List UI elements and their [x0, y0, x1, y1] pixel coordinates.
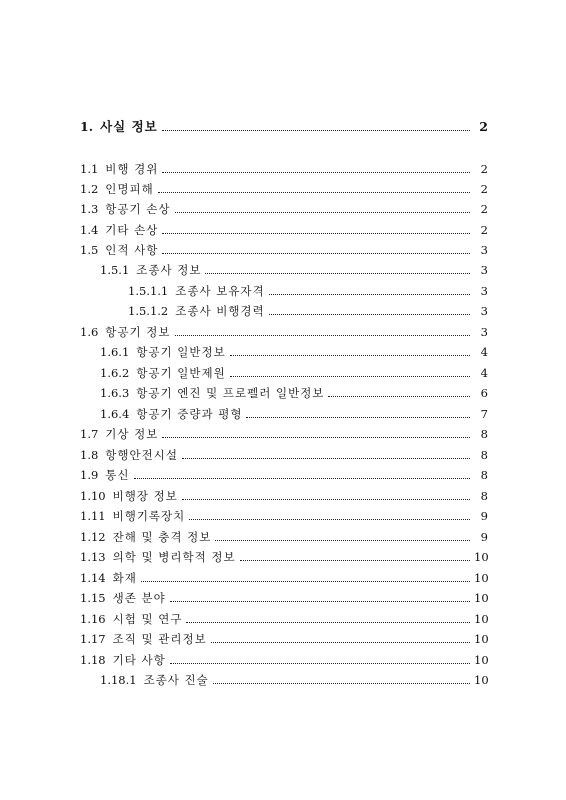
section-title: 의학 및 병리학적 정보 [112, 550, 236, 564]
section-title: 비행 경위 [105, 162, 159, 176]
dot-leader [170, 600, 470, 602]
section-number: 1.15 [80, 591, 106, 605]
page-number: 2 [480, 223, 488, 237]
section-title: 조종사 비행경력 [175, 304, 265, 318]
section-number: 1.5.1.1 [128, 284, 169, 298]
dot-leader [230, 354, 470, 356]
page-number: 10 [474, 653, 489, 667]
page-number: 10 [474, 550, 489, 564]
toc-entry-1-2[interactable] [80, 180, 488, 198]
toc-entry-1-6-4[interactable] [100, 405, 488, 423]
page-number: 2 [479, 119, 488, 134]
section-number: 1.2 [80, 182, 99, 196]
page-number: 9 [480, 509, 488, 523]
dot-leader [175, 211, 471, 213]
toc-entry-1-12[interactable] [80, 528, 488, 546]
page-number: 8 [480, 427, 488, 441]
section-number: 1. [80, 119, 94, 134]
toc-entry-1-17[interactable] [80, 630, 488, 648]
section-number: 1.3 [80, 202, 99, 216]
section-title: 생존 분야 [112, 591, 166, 605]
page-number: 10 [474, 591, 489, 605]
dot-leader [158, 191, 470, 193]
dot-leader [240, 559, 470, 561]
section-number: 1.10 [80, 489, 106, 503]
section-title: 항공기 일반정보 [136, 345, 226, 359]
section-title: 항공기 일반제원 [136, 366, 226, 380]
toc-entry-1-5-1-1[interactable] [128, 282, 488, 300]
toc-entry-1-6-2[interactable] [100, 364, 488, 382]
dot-leader [269, 293, 470, 295]
page-number: 10 [474, 673, 489, 687]
toc-entry-1-11[interactable] [80, 507, 488, 525]
section-number: 1.16 [80, 612, 106, 626]
toc-entry-1-14[interactable] [80, 569, 488, 587]
page-number: 7 [480, 407, 488, 421]
toc-entry-1-16[interactable] [80, 610, 488, 628]
dot-leader [205, 272, 470, 274]
section-title: 사실 정보 [100, 119, 158, 134]
section-title: 비행장 정보 [112, 489, 178, 503]
dot-leader [269, 313, 470, 315]
section-title: 조직 및 관리정보 [112, 632, 207, 646]
section-title: 항공기 엔진 및 프로펠러 일반정보 [136, 386, 325, 400]
page-number: 4 [480, 366, 488, 380]
dot-leader [162, 129, 470, 131]
dot-leader [211, 641, 470, 643]
section-title: 조종사 진술 [143, 673, 209, 687]
toc-entry-1-10[interactable] [80, 487, 488, 505]
dot-leader [213, 682, 470, 684]
dot-leader [182, 457, 470, 459]
section-title: 항공기 손상 [105, 202, 171, 216]
section-number: 1.6.2 [100, 366, 130, 380]
toc-entry-1-1[interactable] [80, 160, 488, 178]
toc-entry-1-8[interactable] [80, 446, 488, 464]
page-number: 10 [474, 612, 489, 626]
toc-entry-1-6[interactable] [80, 323, 488, 341]
section-number: 1.6 [80, 325, 99, 339]
section-number: 1.12 [80, 530, 106, 544]
section-number: 1.7 [80, 427, 99, 441]
dot-leader [182, 498, 470, 500]
section-number: 1.13 [80, 550, 106, 564]
section-title: 잔해 및 충격 정보 [112, 530, 212, 544]
section-title: 화재 [112, 571, 137, 585]
toc-entry-1-15[interactable] [80, 589, 488, 607]
dot-leader [170, 662, 470, 664]
section-number: 1.6.3 [100, 386, 130, 400]
section-number: 1.5.1 [100, 263, 130, 277]
dot-leader [175, 334, 471, 336]
dot-leader [162, 232, 470, 234]
page-number: 9 [480, 530, 488, 544]
dot-leader [162, 436, 470, 438]
dot-leader [246, 416, 470, 418]
page-number: 2 [480, 162, 488, 176]
dot-leader [162, 171, 470, 173]
section-number: 1.8 [80, 448, 99, 462]
dot-leader [189, 518, 470, 520]
toc-entry-1-7[interactable] [80, 425, 488, 443]
toc-entry-1-5[interactable] [80, 241, 488, 259]
section-number: 1.17 [80, 632, 106, 646]
toc-entry-1[interactable] [80, 118, 488, 136]
dot-leader [141, 580, 470, 582]
section-number: 1.5.1.2 [128, 304, 169, 318]
page-number: 3 [480, 284, 488, 298]
section-title: 기타 손상 [105, 223, 159, 237]
toc-entry-1-4[interactable] [80, 221, 488, 239]
page-number: 10 [474, 632, 489, 646]
toc-entry-1-18[interactable] [80, 651, 488, 669]
section-number: 1.9 [80, 468, 99, 482]
dot-leader [328, 395, 470, 397]
toc-entry-1-3[interactable] [80, 200, 488, 218]
section-number: 1.18.1 [100, 673, 137, 687]
section-title: 인명피해 [105, 182, 154, 196]
section-number: 1.5 [80, 243, 99, 257]
section-title: 조종사 보유자격 [175, 284, 265, 298]
dot-leader [162, 252, 470, 254]
section-title: 조종사 정보 [136, 263, 202, 277]
section-number: 1.1 [80, 162, 99, 176]
section-number: 1.18 [80, 653, 106, 667]
page-number: 8 [480, 468, 488, 482]
page-number: 8 [480, 489, 488, 503]
page-number: 6 [480, 386, 488, 400]
page-number: 3 [480, 304, 488, 318]
page-number: 3 [480, 243, 488, 257]
toc-entry-1-18-1[interactable] [100, 671, 488, 689]
page-number: 2 [480, 182, 488, 196]
page-number: 2 [480, 202, 488, 216]
section-title: 항공기 중량과 평형 [136, 407, 243, 421]
toc-entry-1-6-3[interactable] [100, 384, 488, 402]
dot-leader [215, 539, 470, 541]
page-number: 3 [480, 263, 488, 277]
section-title: 기타 사항 [112, 653, 166, 667]
section-title: 시험 및 연구 [112, 612, 183, 626]
dot-leader [186, 621, 470, 623]
page-number: 4 [480, 345, 488, 359]
toc-entry-1-13[interactable] [80, 548, 488, 566]
section-title: 항행안전시설 [105, 448, 178, 462]
toc-entry-1-9[interactable] [80, 466, 488, 484]
toc-entry-1-5-1[interactable] [100, 261, 488, 279]
section-title: 기상 정보 [105, 427, 159, 441]
section-number: 1.4 [80, 223, 99, 237]
section-number: 1.6.4 [100, 407, 130, 421]
page-number: 10 [474, 571, 489, 585]
dot-leader [134, 477, 470, 479]
section-title: 비행기록장치 [112, 509, 186, 523]
section-title: 인적 사항 [105, 243, 159, 257]
dot-leader [230, 375, 470, 377]
page-number: 8 [480, 448, 488, 462]
page-number: 3 [480, 325, 488, 339]
section-number: 1.6.1 [100, 345, 130, 359]
toc-entry-1-5-1-2[interactable] [128, 302, 488, 320]
section-number: 1.14 [80, 571, 106, 585]
section-title: 통신 [105, 468, 130, 482]
section-number: 1.11 [80, 509, 106, 523]
toc-entry-1-6-1[interactable] [100, 343, 488, 361]
section-title: 항공기 정보 [105, 325, 171, 339]
